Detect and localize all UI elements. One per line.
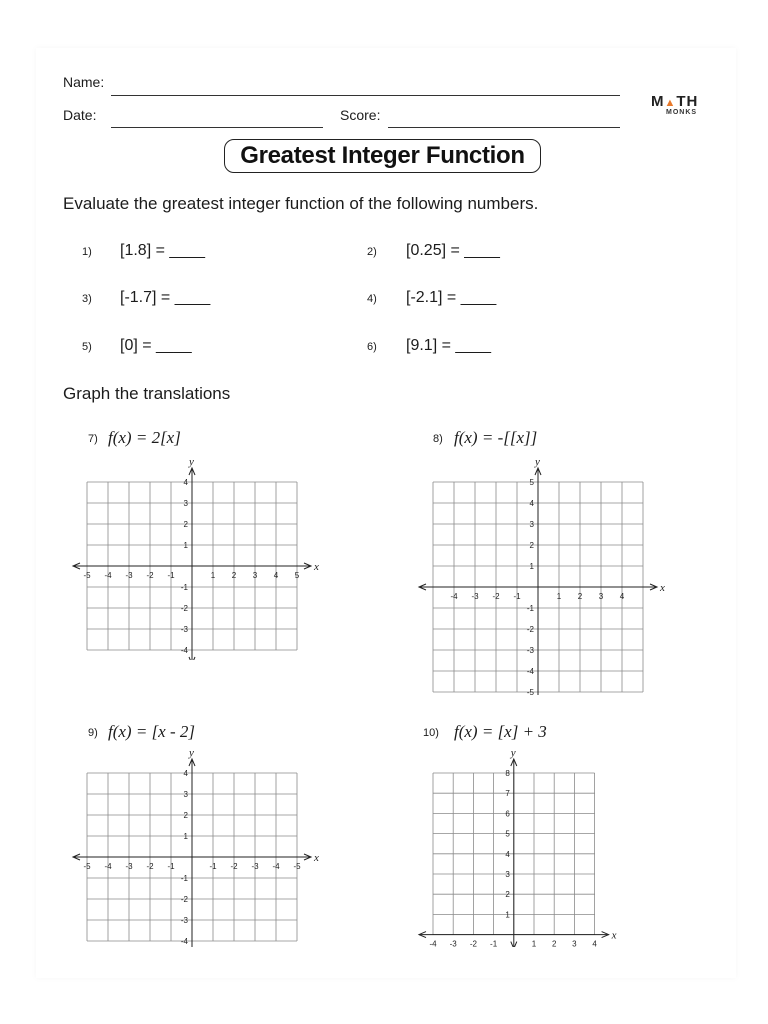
y-tick-label: -3 — [180, 625, 188, 634]
x-tick-label: -2 — [469, 939, 477, 947]
question-number: 6) — [367, 341, 377, 353]
problem-number: 7) — [88, 433, 98, 445]
problem-function: f(x) = [x] + 3 — [454, 722, 547, 741]
problem-function: f(x) = [x - 2] — [108, 722, 196, 741]
y-tick-label: 6 — [505, 809, 510, 819]
x-tick-label: -1 — [167, 862, 175, 871]
y-tick-label: -5 — [526, 688, 534, 695]
x-axis-label: x — [314, 852, 319, 864]
y-axis-label: y — [535, 456, 540, 468]
x-tick-label: -4 — [104, 862, 112, 871]
x-axis-label: x — [660, 582, 665, 594]
y-tick-label: 4 — [183, 769, 188, 778]
y-tick-label: -1 — [180, 874, 188, 883]
x-tick-label: -5 — [293, 862, 301, 871]
y-tick-label: -4 — [526, 667, 534, 676]
x-tick-label: -1 — [513, 592, 521, 601]
x-axis-label: x — [314, 561, 319, 573]
y-tick-label: 1 — [183, 541, 188, 550]
x-tick-label: -4 — [104, 571, 112, 580]
x-tick-label: -2 — [492, 592, 500, 601]
name-field[interactable] — [111, 95, 620, 96]
name-label: Name: — [63, 74, 105, 90]
x-tick-label: 1 — [531, 939, 537, 947]
x-tick-label: 5 — [294, 571, 300, 580]
y-tick-label: 1 — [505, 910, 510, 920]
x-tick-label: -1 — [490, 939, 498, 947]
x-tick-label: -2 — [230, 862, 238, 871]
y-tick-label: -4 — [180, 937, 188, 946]
x-tick-label: -3 — [125, 862, 133, 871]
coordinate-grid-7[interactable] — [66, 450, 326, 660]
coordinate-grid-8[interactable] — [405, 450, 665, 695]
math-monks-logo: M▲TH — [651, 93, 699, 110]
y-tick-label: 1 — [529, 562, 534, 571]
x-tick-label: -3 — [449, 939, 457, 947]
y-tick-label: 3 — [505, 870, 510, 879]
question-expression: [1.8] = ____ — [120, 242, 205, 259]
y-tick-label: -2 — [526, 625, 534, 634]
y-tick-label: 4 — [505, 849, 510, 859]
x-tick-label: -2 — [146, 862, 154, 871]
problem-number: 10) — [423, 727, 439, 739]
x-tick-label: 2 — [577, 592, 583, 601]
y-tick-label: 7 — [505, 789, 510, 799]
y-axis-label: y — [189, 747, 194, 759]
x-axis-label: x — [611, 929, 617, 942]
x-tick-label: -3 — [251, 862, 259, 871]
y-tick-label: -1 — [526, 604, 534, 613]
y-tick-label: 2 — [529, 541, 534, 550]
section2-instruction: Graph the translations — [63, 384, 231, 403]
question-expression: [0.25] = ____ — [406, 242, 500, 259]
y-tick-label: -3 — [526, 646, 534, 655]
y-axis-label: y — [189, 456, 194, 468]
worksheet-title-box — [224, 139, 541, 173]
x-tick-label: -3 — [125, 571, 133, 580]
coordinate-grid-10[interactable] — [405, 742, 645, 947]
y-tick-label: 8 — [505, 769, 510, 778]
y-tick-label: 4 — [183, 478, 188, 487]
worksheet-title: Greatest Integer Function — [240, 142, 525, 169]
problem-number: 8) — [433, 433, 443, 445]
y-tick-label: 2 — [183, 811, 188, 820]
triangle-icon: ▲ — [664, 97, 677, 109]
question-number: 5) — [82, 341, 92, 353]
y-tick-label: -2 — [180, 604, 188, 613]
x-tick-label: 1 — [556, 592, 562, 601]
x-tick-label: 2 — [231, 571, 237, 580]
problem-number: 9) — [88, 727, 98, 739]
x-tick-label: 4 — [619, 592, 625, 601]
x-tick-label: 3 — [598, 592, 604, 601]
question-number: 1) — [82, 246, 92, 258]
y-axis-label: y — [510, 747, 516, 759]
y-tick-label: 5 — [505, 829, 510, 839]
y-tick-label: 3 — [529, 520, 534, 529]
date-field[interactable] — [111, 127, 323, 128]
y-tick-label: 3 — [183, 499, 188, 508]
question-number: 4) — [367, 293, 377, 305]
y-tick-label: 3 — [183, 790, 188, 799]
x-tick-label: -3 — [471, 592, 479, 601]
logo-subtext: MONKS — [666, 109, 698, 116]
x-tick-label: 4 — [592, 939, 597, 947]
score-label: Score: — [340, 107, 381, 123]
y-tick-label: 4 — [529, 499, 534, 508]
y-tick-label: 1 — [183, 832, 188, 841]
x-tick-label: 2 — [551, 939, 557, 947]
x-tick-label: -1 — [167, 571, 175, 580]
question-expression: [0] = ____ — [120, 337, 192, 354]
problem-function: f(x) = -[[x]] — [454, 428, 538, 447]
y-tick-label: -1 — [180, 583, 188, 592]
question-expression: [-2.1] = ____ — [406, 289, 497, 306]
y-tick-label: 5 — [529, 478, 534, 487]
x-tick-label: -5 — [83, 862, 91, 871]
x-tick-label: 4 — [273, 571, 279, 580]
x-tick-label: -5 — [83, 571, 91, 580]
date-label: Date: — [63, 107, 97, 123]
question-expression: [-1.7] = ____ — [120, 289, 211, 306]
y-tick-label: -4 — [180, 646, 188, 655]
x-tick-label: -4 — [272, 862, 280, 871]
score-field[interactable] — [388, 127, 620, 128]
problem-function: f(x) = 2[x] — [108, 428, 181, 447]
question-number: 3) — [82, 293, 92, 305]
x-tick-label: 1 — [210, 571, 216, 580]
y-tick-label: -2 — [180, 895, 188, 904]
y-tick-label: 2 — [505, 890, 510, 900]
x-tick-label: -2 — [146, 571, 154, 580]
x-tick-label: -4 — [429, 939, 437, 947]
question-expression: [9.1] = ____ — [406, 337, 491, 354]
x-tick-label: -1 — [209, 862, 217, 871]
y-tick-label: 2 — [183, 520, 188, 529]
x-tick-label: -4 — [450, 592, 458, 601]
question-number: 2) — [367, 246, 377, 258]
x-tick-label: 3 — [572, 939, 577, 947]
y-tick-label: -3 — [180, 916, 188, 925]
coordinate-grid-9[interactable] — [66, 742, 326, 947]
section1-instruction: Evaluate the greatest integer function of the following numbers. — [63, 194, 539, 213]
x-tick-label: 3 — [252, 571, 258, 580]
